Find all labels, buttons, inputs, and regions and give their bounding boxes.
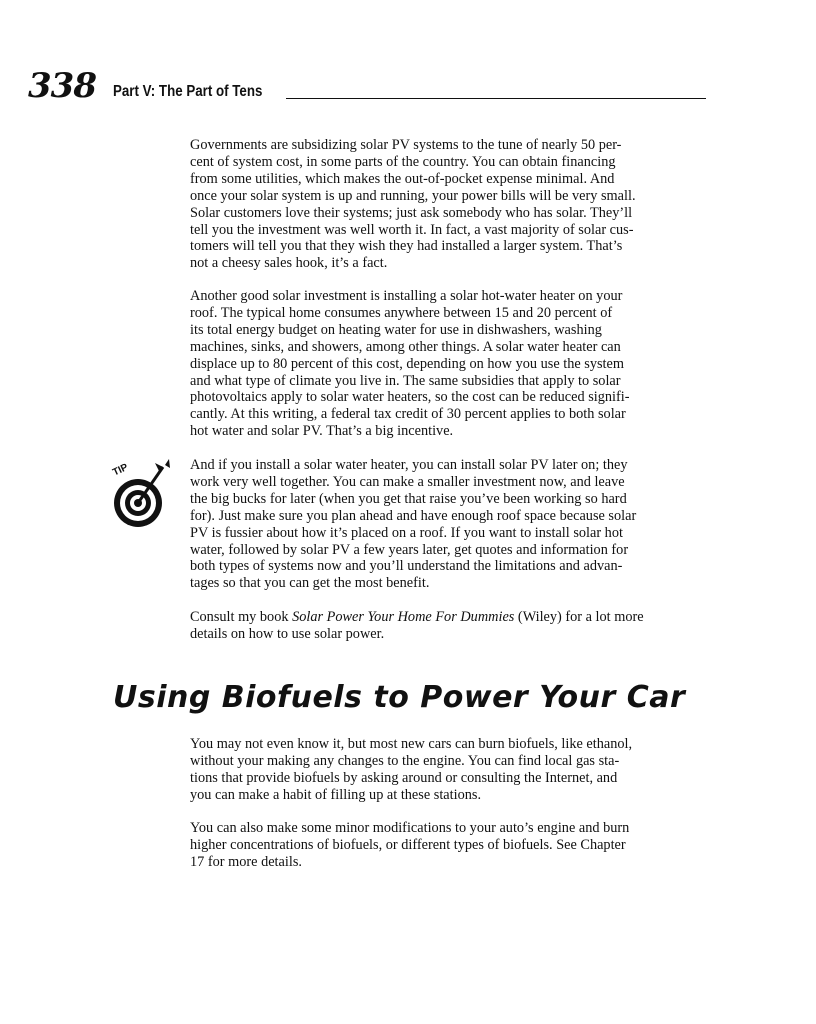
text-line: cantly. At this writing, a federal tax credit of 30 percent applies to both solar	[190, 406, 626, 423]
text-line: Governments are subsidizing solar PV systems to the tune of nearly 50 per-	[190, 137, 622, 153]
text-line: its total energy budget on heating water for use in dishwashers, washing	[190, 321, 602, 338]
text-line: the big bucks for later (when you get that raise you’ve been working so hard	[190, 490, 627, 507]
text-line: hot water and solar PV. That’s a big incentive.	[190, 423, 454, 440]
text-line: roof. The typical home consumes anywhere between 15 and 20 percent of	[190, 304, 613, 321]
text-line: displace up to 80 percent of this cost, depending on how you use the system	[190, 355, 624, 372]
text-line: once your solar system is up and running, your power bills will be very small.	[190, 187, 636, 204]
text-line: tions that provide biofuels by asking around or consulting the Internet, and	[190, 769, 618, 786]
text-segment: Consult my book	[190, 609, 293, 625]
text-line: photovoltaics apply to solar water heaters, so the cost can be reduced signifi-	[190, 389, 630, 406]
text-line: You can also make some minor modifications to your auto’s engine and burn	[190, 820, 630, 836]
paragraph-biofuels-mods	[190, 820, 710, 871]
text-line: water, followed by solar PV a few years later, get quotes and information for	[190, 541, 629, 558]
paragraph-tip	[190, 457, 710, 592]
text-line: cent of system cost, in some parts of the country. You can obtain financing	[190, 153, 616, 170]
text-segment: (Wiley) for a lot more	[514, 609, 644, 625]
paragraph-subsidies	[190, 137, 710, 272]
text-line: higher concentrations of biofuels, or different types of biofuels. See Chapter	[190, 836, 626, 853]
text-line: tomers will tell you that they wish they had installed a larger system. That’s	[190, 238, 623, 255]
text-line: Another good solar investment is installing a solar hot-water heater on your	[190, 288, 623, 304]
text-line: details on how to use solar power.	[190, 625, 385, 642]
text-line: from some utilities, which makes the out-of-pocket expense minimal. And	[190, 170, 615, 187]
header-rule	[286, 98, 706, 99]
paragraph-book-reference	[190, 609, 710, 643]
text-line: machines, sinks, and showers, among other things. A solar water heater can	[190, 338, 621, 355]
page-number: 338	[28, 66, 96, 106]
text-line: and what type of climate you live in. The same subsidies that apply to solar	[190, 372, 621, 389]
text-line	[190, 609, 710, 626]
tip-label: TIP	[111, 461, 130, 479]
running-head: Part V: The Part of Tens	[113, 83, 263, 100]
text-line: And if you install a solar water heater, you can install solar PV later on; they	[190, 457, 628, 473]
paragraph-hot-water	[190, 288, 710, 440]
text-line: You may not even know it, but most new cars can burn biofuels, like ethanol,	[190, 736, 633, 752]
text-line: Solar customers love their systems; just ask somebody who has solar. They’ll	[190, 204, 633, 221]
section-heading: Using Biofuels to Power Your Car	[113, 680, 686, 715]
text-line: not a cheesy sales hook, it’s a fact.	[190, 255, 388, 272]
text-line: without your making any changes to the engine. You can find local gas sta-	[190, 752, 620, 769]
text-line: work very well together. You can make a smaller investment now, and leave	[190, 473, 625, 490]
text-line: both types of systems now and you’ll understand the limitations and advan-	[190, 558, 623, 575]
text-line: tell you the investment was well worth it. In fact, a vast majority of solar cus-	[190, 221, 634, 238]
text-line: for). Just make sure you plan ahead and have enough roof space because solar	[190, 507, 637, 524]
text-line: tages so that you can get the most benefit.	[190, 575, 430, 592]
text-line: you can make a habit of filling up at these stations.	[190, 786, 482, 803]
paragraph-biofuels-intro	[190, 736, 710, 804]
tip-target-icon	[108, 457, 172, 533]
book-title: Solar Power Your Home For Dummies	[292, 609, 515, 625]
text-line: PV is fussier about how it’s placed on a roof. If you want to install solar hot	[190, 524, 623, 541]
text-line: 17 for more details.	[190, 853, 302, 870]
